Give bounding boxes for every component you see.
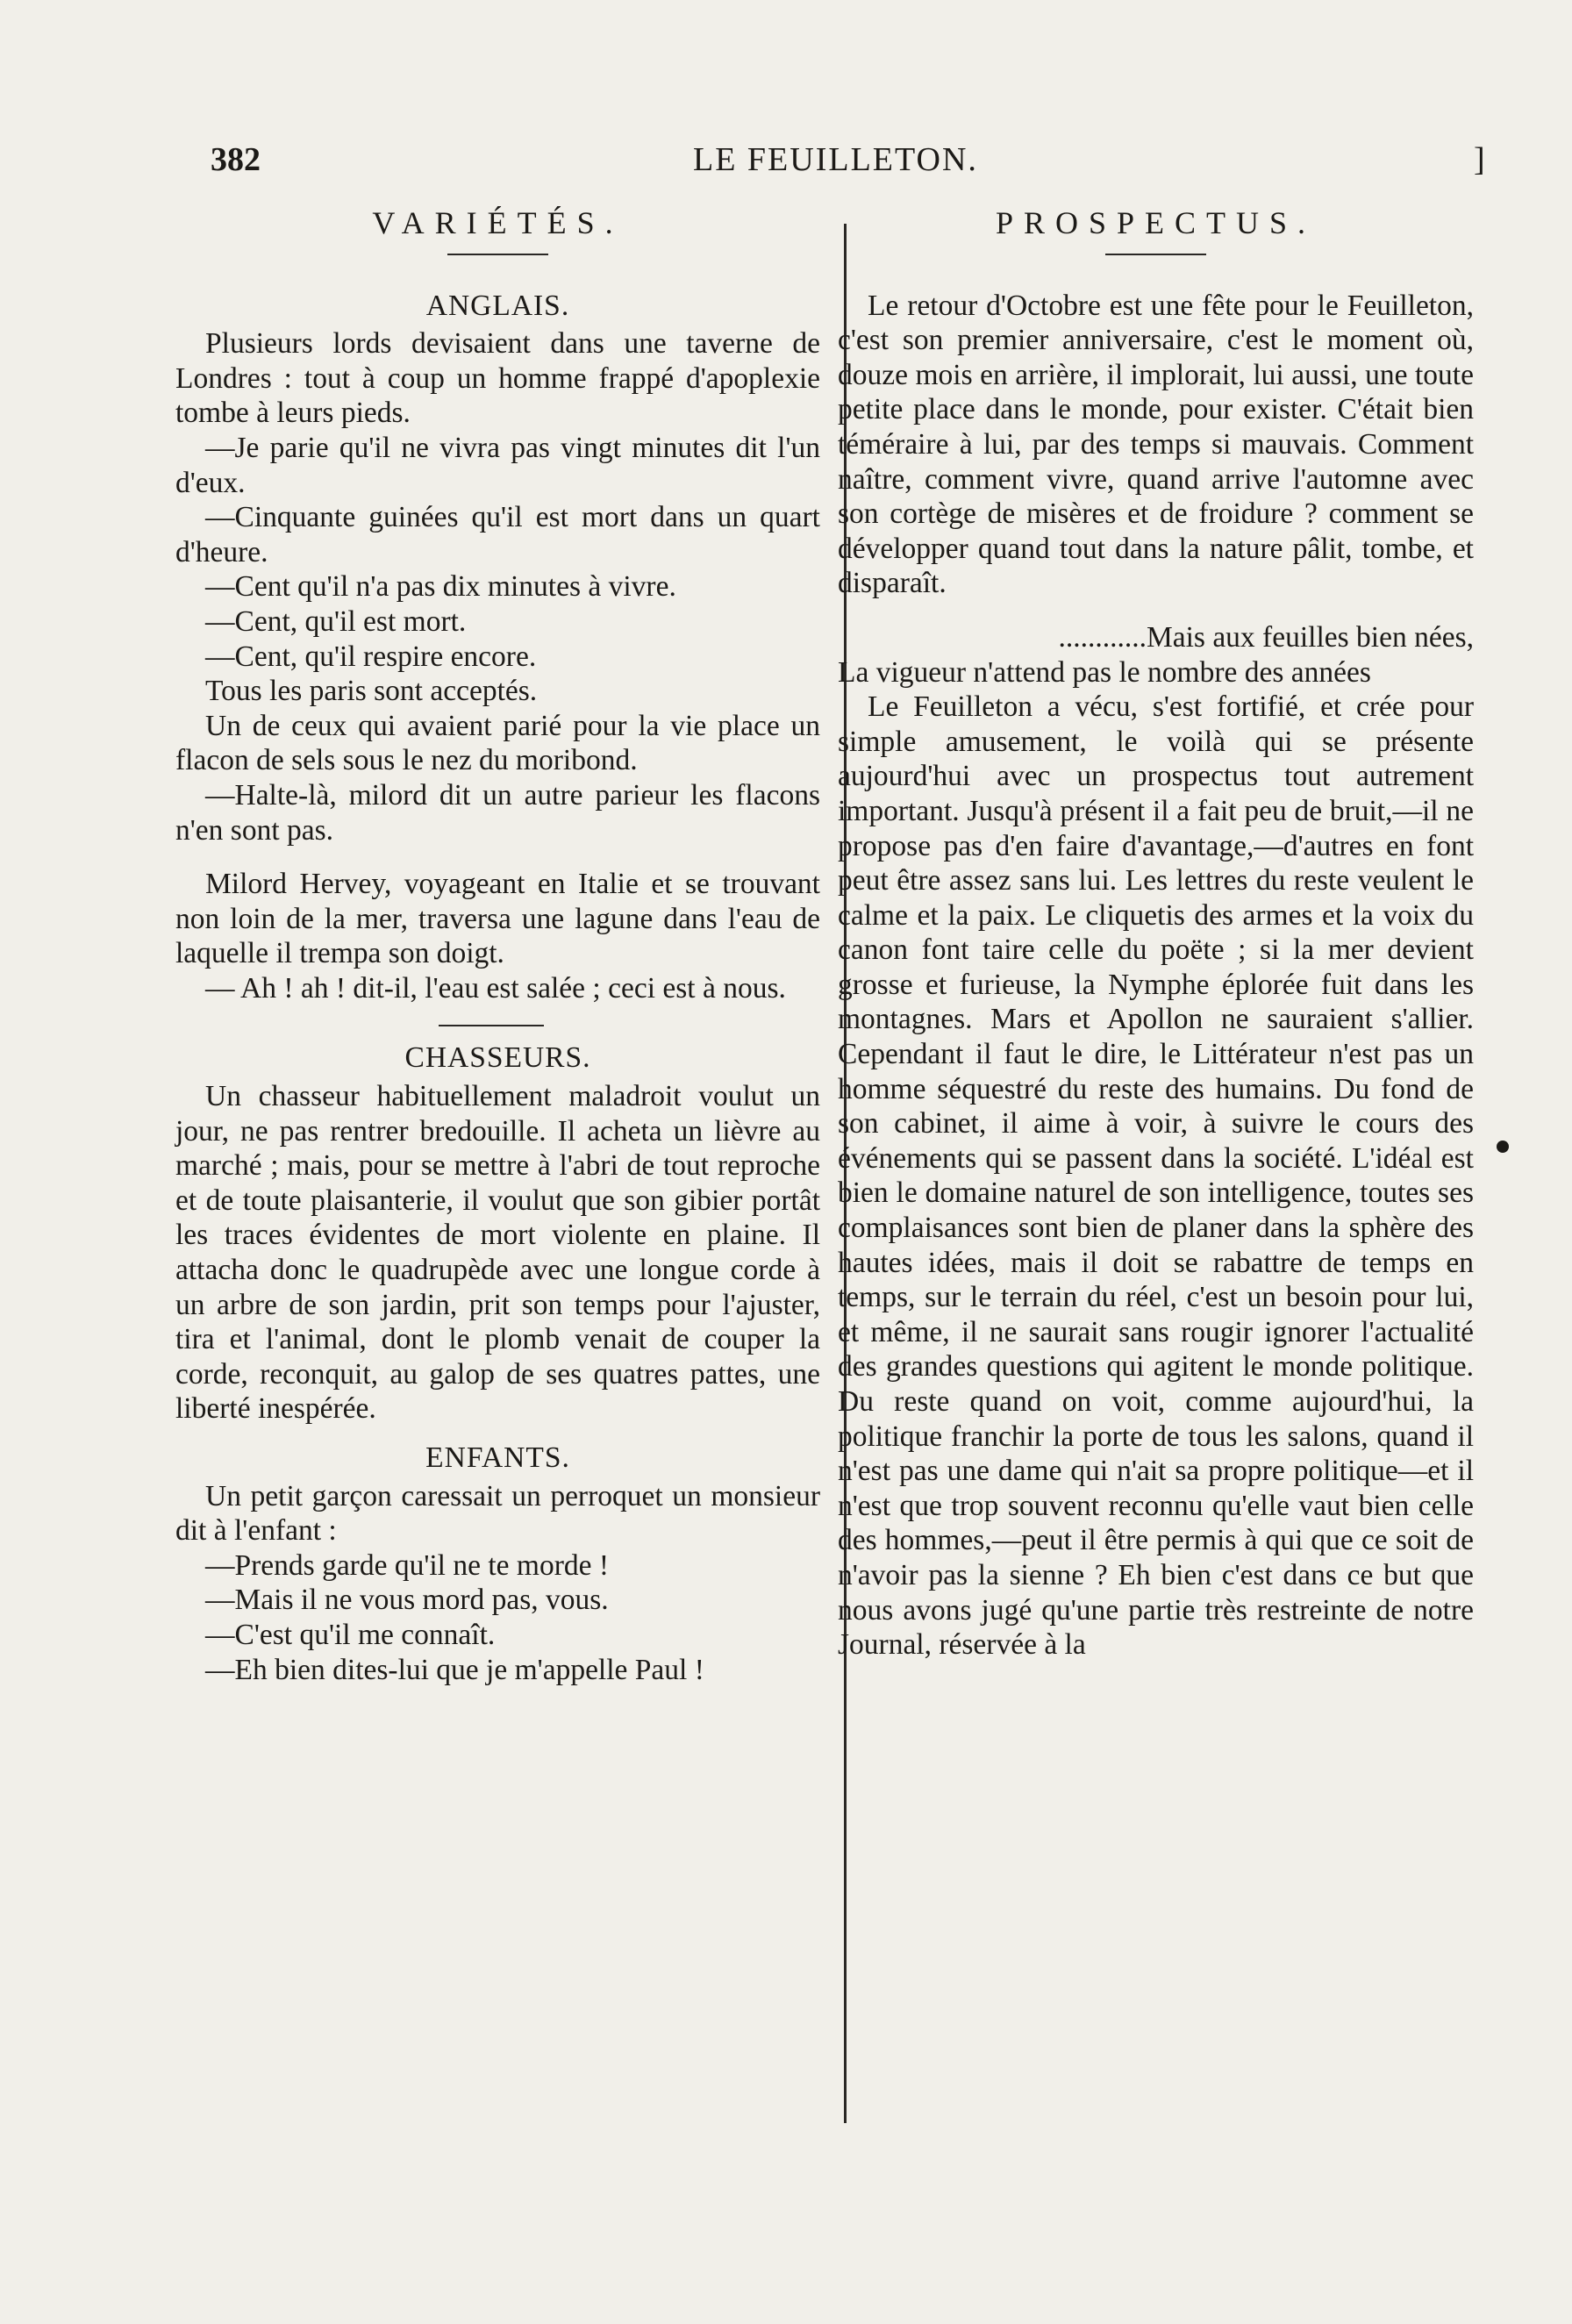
section-rule bbox=[447, 254, 548, 255]
enfants-paragraph: Un petit garçon caressait un perroquet un monsieur dit à l'enfant : bbox=[175, 1479, 820, 1548]
prospectus-paragraph: Le retour d'Octobre est une fête pour le Feuilleton, c'est son premier anniversaire, c'est le moment où, douze mois en arrière, il implorait, lui aussi, une toute petite place dans le monde, pour exister. C'était bien téméraire à lui, par des temps si mauvais. Comment naître, comment vivre, quand arrive l'automne avec son cortège de misères et de froidure ? comment se développer quand tout dans la nature pâlit, tombe, et disparaît. bbox=[838, 289, 1474, 600]
verse-line: La vigueur n'attend pas le nombre des années bbox=[838, 655, 1371, 689]
subsection-title-enfants: ENFANTS. bbox=[425, 1441, 570, 1474]
anglais-paragraph: —Halte-là, milord dit un autre parieur les flacons n'en sont pas. bbox=[175, 778, 820, 847]
left-column bbox=[175, 206, 820, 1687]
prospectus-paragraph: Le Feuilleton a vécu, s'est fortifié, et crée pour simple amusement, le voilà qui se présente aujourd'hui avec un prospectus tout autrement important. Jusqu'à présent il a fait peu de bruit,—il ne propose pas d'en faire d'avantage,—d'autres en font peut être assez sans lui. Les lettres du reste veulent le calme et la paix. Le cliquetis des armes et la voix du canon font taire celle du poëte ; si la mer devient grosse et furieuse, la Nymphe éplorée fuit dans les montagnes. Mars et Apollon ne sauraient s'allier. Cependant il faut le dire, le Littérateur n'est pas un homme séquestré du reste des humains. Du fond de son cabinet, il aime à voir, à suivre le cours des événements qui se passent dans la société. L'idéal est bien le domaine naturel de son intelligence, toutes ses complaisances sont bien de planer dans la sphère des hautes idées, mais il doit se rabattre de temps en temps, sur le terrain du réel, c'est un besoin pour lui, et même, il ne saurait sans rougir ignorer l'actualité des grandes questions qui agitent le monde politique. Du reste quand on voit, comme aujourd'hui, la politique franchir la porte de tous les salons, quand il n'est pas une dame qui n'ait sa propre politique—et il n'est que trop souvent reconnu qu'elle vaut bien celle des hommes,—peut il être permis à qui que ce soit de n'avoir pas la sienne ? Eh bien c'est dans ce but que nous avons jugé qu'une partie très restreinte de notre Journal, réservée à la bbox=[838, 690, 1474, 1662]
enfants-paragraph: —Eh bien dites-lui que je m'appelle Paul ! bbox=[205, 1653, 704, 1686]
anglais-paragraph: — Ah ! ah ! dit-il, l'eau est salée ; ceci est à nous. bbox=[205, 971, 786, 1005]
right-column bbox=[838, 206, 1474, 1663]
anglais-paragraph: Milord Hervey, voyageant en Italie et se trouvant non loin de la mer, traversa une lagune dans l'eau de laquelle il trempa son doigt. bbox=[175, 868, 820, 970]
corner-mark: ] bbox=[1474, 141, 1485, 178]
chasseurs-paragraph: Un chasseur habituellement maladroit voulut un jour, ne pas rentrer bredouille. Il acheta un lièvre au marché ; mais, pour se mettre à l'abri de tout reproche et de toute plaisanterie, il voulut que son gibier portât les traces évidentes de mort violente en plaine. Il attacha donc le quadrupède avec une longue corde à un arbre de son jardin, prit son temps pour l'ajuster, tira et l'animal, dont le plomb venait de couper la corde, reconquit, au galop de ses quatres pattes, une liberté inespérée. bbox=[175, 1080, 820, 1426]
section-title-prospectus: PROSPECTUS. bbox=[995, 205, 1317, 240]
section-rule bbox=[1105, 254, 1206, 255]
margin-dot bbox=[1497, 1141, 1509, 1153]
anglais-paragraph: —Cent, qu'il est mort. bbox=[205, 604, 467, 638]
subsection-title-anglais: ANGLAIS. bbox=[425, 289, 570, 322]
anglais-paragraph: Tous les paris sont acceptés. bbox=[205, 675, 538, 708]
enfants-paragraph: —Prends garde qu'il ne te morde ! bbox=[205, 1548, 610, 1582]
enfants-paragraph: —C'est qu'il me connaît. bbox=[205, 1618, 496, 1651]
enfants-paragraph: —Mais il ne vous mord pas, vous. bbox=[205, 1584, 609, 1617]
verse-line: ............Mais aux feuilles bien nées, bbox=[1058, 620, 1474, 654]
subsection-title-chasseurs: CHASSEURS. bbox=[404, 1041, 591, 1075]
running-head bbox=[0, 140, 1572, 193]
anglais-paragraph: —Cent, qu'il respire encore. bbox=[205, 640, 537, 673]
subsection-rule bbox=[439, 1025, 544, 1026]
anglais-paragraph: Plusieurs lords devisaient dans une taverne de Londres : tout à coup un homme frappé d'apoplexie tombe à leurs pieds. bbox=[175, 327, 820, 430]
page-number: 382 bbox=[211, 141, 261, 178]
anglais-paragraph: Un de ceux qui avaient parié pour la vie place un flacon de sels sous le nez du moribond. bbox=[175, 709, 820, 777]
journal-title: LE FEUILLETON. bbox=[693, 141, 978, 178]
anglais-paragraph: —Cent qu'il n'a pas dix minutes à vivre. bbox=[205, 570, 676, 604]
section-title-varietes: VARIÉTÉS. bbox=[372, 205, 624, 240]
anglais-paragraph: —Je parie qu'il ne vivra pas vingt minutes dit l'un d'eux. bbox=[175, 431, 820, 499]
anglais-paragraph: —Cinquante guinées qu'il est mort dans un quart d'heure. bbox=[175, 501, 820, 568]
